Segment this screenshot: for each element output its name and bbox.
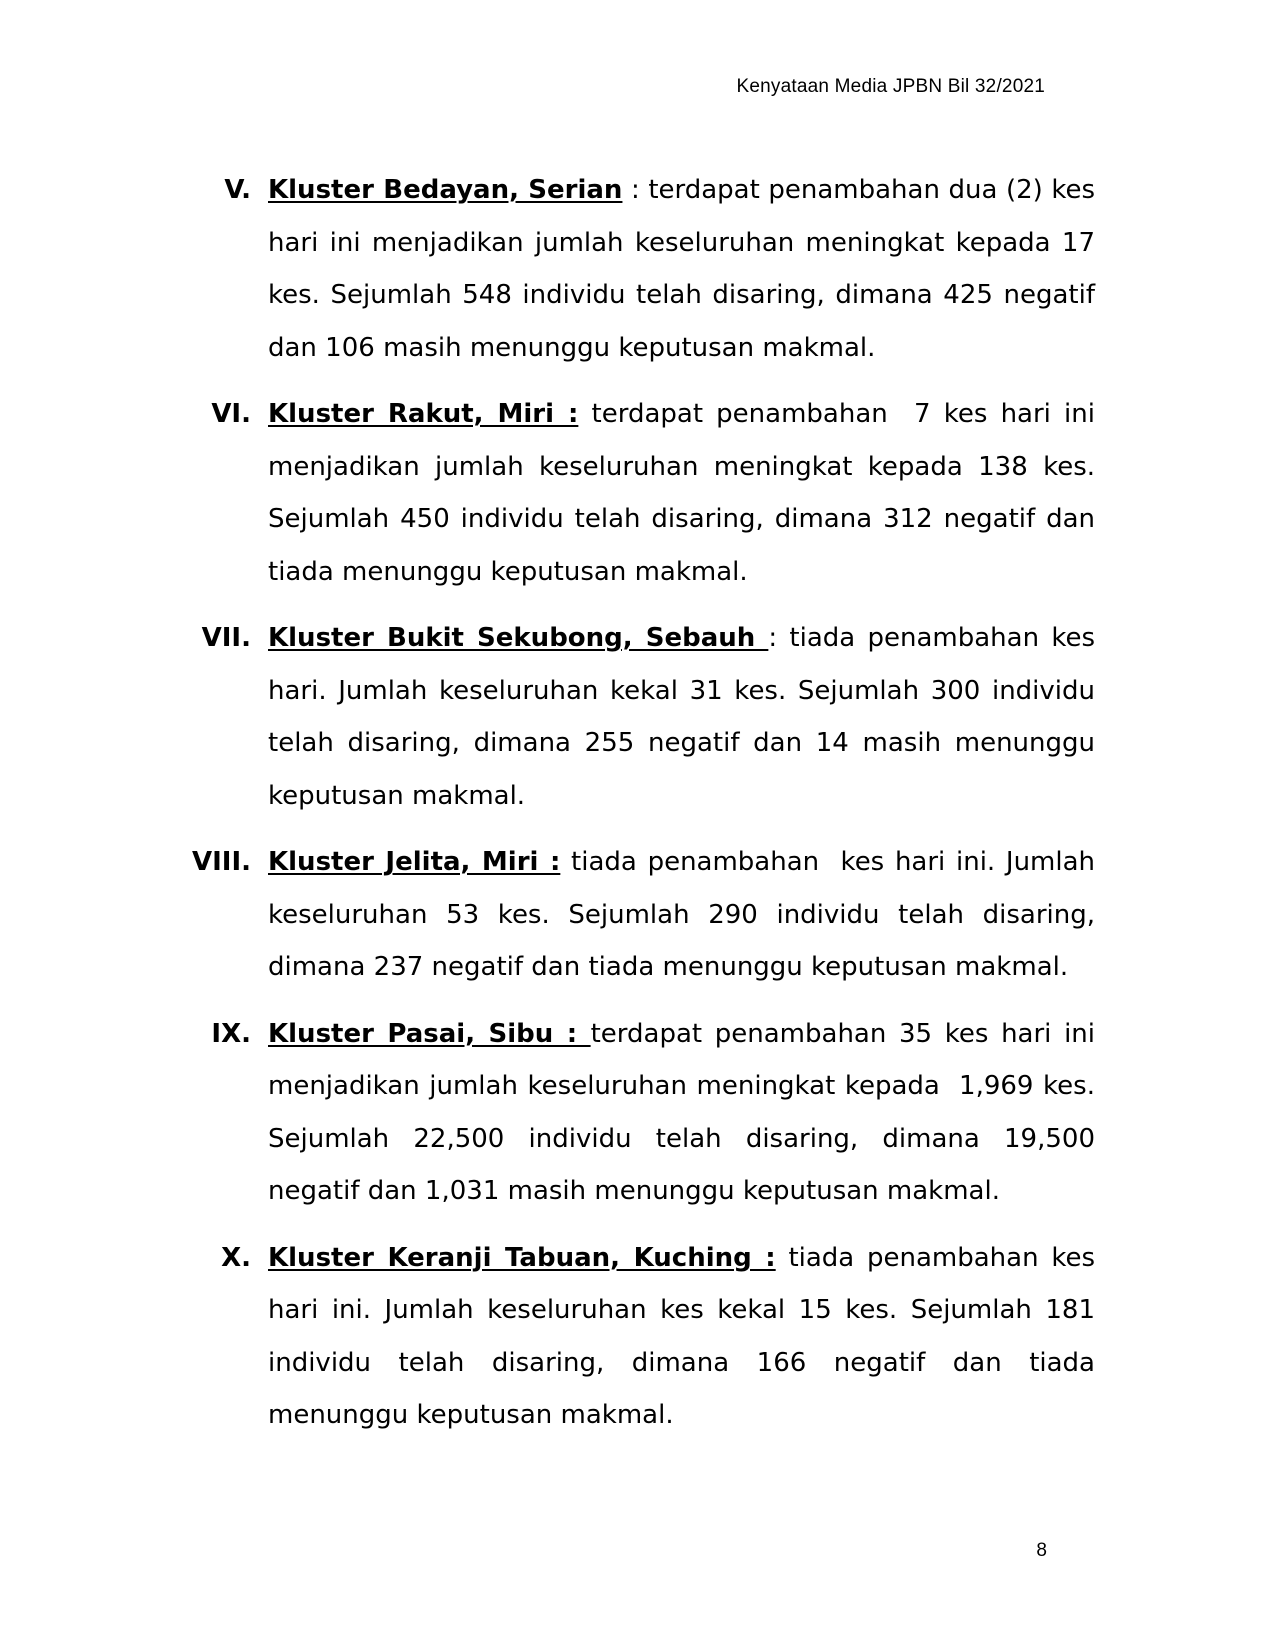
item-paragraph — [268, 1232, 1104, 1442]
list-item — [150, 1232, 1104, 1442]
item-text: : tiada penambahan kes hari. Jumlah keseluruhan kekal 31 kes. Sejumlah 300 individu telah disaring, dimana 255 negatif dan 14 masih menunggu keputusan makmal. — [268, 623, 1104, 811]
item-paragraph — [268, 164, 1104, 374]
page-number: 8 — [1036, 1540, 1047, 1561]
item-paragraph — [268, 612, 1104, 822]
item-title: Kluster Bedayan, Serian — [268, 175, 623, 205]
item-number: VII. — [201, 623, 251, 653]
item-title: Kluster Keranji Tabuan, Kuching : — [268, 1242, 776, 1273]
item-title: Kluster Pasai, Sibu : — [268, 1018, 591, 1049]
list-item — [150, 1008, 1104, 1218]
cluster-list — [150, 164, 1104, 1456]
item-text: terdapat penambahan 35 kes hari ini menjadikan jumlah keseluruhan meningkat kepada 1,969 kes. Sejumlah 22,500 individu telah disaring, dimana 19,500 negatif dan 1,031 masih menunggu keputusan makmal. — [268, 1018, 1104, 1206]
item-title: Kluster Jelita, Miri : — [268, 847, 561, 877]
list-item — [150, 836, 1104, 994]
item-title: Kluster Rakut, Miri : — [268, 399, 579, 429]
item-title: Kluster Bukit Sekubong, Sebauh — [268, 623, 769, 653]
item-number: X. — [221, 1242, 251, 1273]
page-header: Kenyataan Media JPBN Bil 32/2021 — [736, 76, 1045, 97]
item-number: VI. — [211, 399, 251, 429]
item-text: tiada penambahan kes hari ini. Jumlah keseluruhan 53 kes. Sejumlah 290 individu telah disaring, dimana 237 negatif dan tiada menunggu keputusan makmal. — [268, 847, 1104, 982]
list-item — [150, 612, 1104, 822]
item-paragraph — [268, 1008, 1104, 1218]
item-number: V. — [224, 175, 251, 205]
list-item — [150, 164, 1104, 374]
item-text: tiada penambahan kes hari ini. Jumlah keseluruhan kes kekal 15 kes. Sejumlah 181 individu telah disaring, dimana 166 negatif dan tiada menunggu keputusan makmal. — [268, 1242, 1104, 1430]
item-paragraph — [268, 836, 1104, 994]
item-paragraph — [268, 388, 1104, 598]
item-number: IX. — [211, 1018, 251, 1049]
item-text: : terdapat penambahan dua (2) kes hari ini menjadikan jumlah keseluruhan meningkat kepada 17 kes. Sejumlah 548 individu telah disaring, dimana 425 negatif dan 106 masih menunggu keputusan makmal. — [268, 175, 1104, 363]
list-item — [150, 388, 1104, 598]
item-number: VIII. — [191, 847, 251, 877]
item-text: terdapat penambahan 7 kes hari ini menjadikan jumlah keseluruhan meningkat kepada 138 kes. Sejumlah 450 individu telah disaring, dimana 312 negatif dan tiada menunggu keputusan makmal. — [268, 399, 1104, 587]
